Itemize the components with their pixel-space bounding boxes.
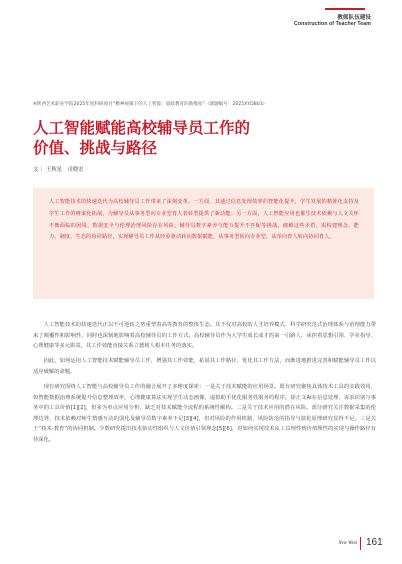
funding-note: ※陕西艺术职业学院2025年度科研项目“精神视阈下的人工智能：思政教育的新维度”（课题编号：2025XYDB03） (33, 102, 268, 107)
article-body (33, 320, 376, 450)
footer-divider (360, 537, 361, 550)
page-number: 161 (366, 537, 383, 548)
article-authors (33, 165, 84, 173)
article-title (33, 118, 333, 158)
section-title-cn: 教师队伍建设 (337, 15, 371, 21)
article-title-line-2: 价值、挑战与路径 (33, 139, 158, 157)
section-title-en: Construction of Teacher Team (294, 21, 371, 27)
header-accent-rule (325, 8, 365, 10)
author-names: 王秋星 司晓宏 (45, 167, 84, 173)
authors-label: 文｜ (33, 167, 44, 173)
body-paragraph-1: 人工智能技术的快速迭代正以不可逆转之势重塑着高等教育的整体生态。其不仅对高校的人才培养模式、科学研究范式治理体系与治理能力带来了颠覆性和影响性，同时也深刻地影响着高校辅导员的工作方式。高校辅导员作为大学生成长成才的第一引路人，承担着思想引领、学业指导、心理健康等多元职责。其工作效能直接关系立德树人根本任务的落实。 (33, 322, 376, 350)
abstract-text: 人工智能技术的快速迭代为高校辅导员工作带来了深刻变革。一方面，其通过信息处理效率的智能化提升，学生发展的精准化支持及学生工作的瘠寀化拓展，为辅导员从事务型向专业型育人者转型提供了新动能；另一方面，人工智能应用也催生技术依赖与人文关怀不衡面临的困境、数据安全与伦理治理风险存在风险、辅导员数字素养与能力提升不匹配等挑战。破解这些矛盾，需构建理念、能力、制度、生态的协同路径，实现辅导员工作从经验驱动转向数据赋能，从事务型转向专业型，从单向育人转向协同育人。 (49, 199, 359, 241)
body-paragraph-2: 因此，如何运用人工智能技术赋能辅导员工作，增强其工作效能，拓展其工作路径，优化其工作方法，而渐进地推进完善和赋能辅导员工作以适应破解的命题。 (33, 358, 376, 375)
body-paragraph-3: 现有研究围绕人工智能与高校辅导员工作的融合展开了多维度探索：一是关于技术赋能的应用场景。既有研究聚焦具体技术工具的实践效用，如智能数据治理系统提升信息整理效率，心理健康算法实现学生动态画像，虚拟助手优化服务性服务的程序。徐正文AI在信息处理、诉求识别与事务中的工具价值[1][2]，但多为单点应用分析，缺乏对技术赋能全流程的系统性解构。二是关于技术应用的潜在风险。部分研究关注数据采集的伦理边界，技术依赖对师生情感互动的弱化及辅导员数字素养不足[3][4]，但对风险的作用机制，风险防范的指导与演化原理研究显得不足。三是关于“技术-教育”的协同机制。少数研究提出技术驱动性组织与人文价值引领理念[5][6]，对如何实现技术从工具理性到价值理性的实现与操作路径有待深化。 (33, 383, 376, 443)
footer-journal-name: New West (338, 541, 357, 546)
article-title-line-1: 人工智能赋能高校辅导员工作的 (33, 119, 251, 137)
